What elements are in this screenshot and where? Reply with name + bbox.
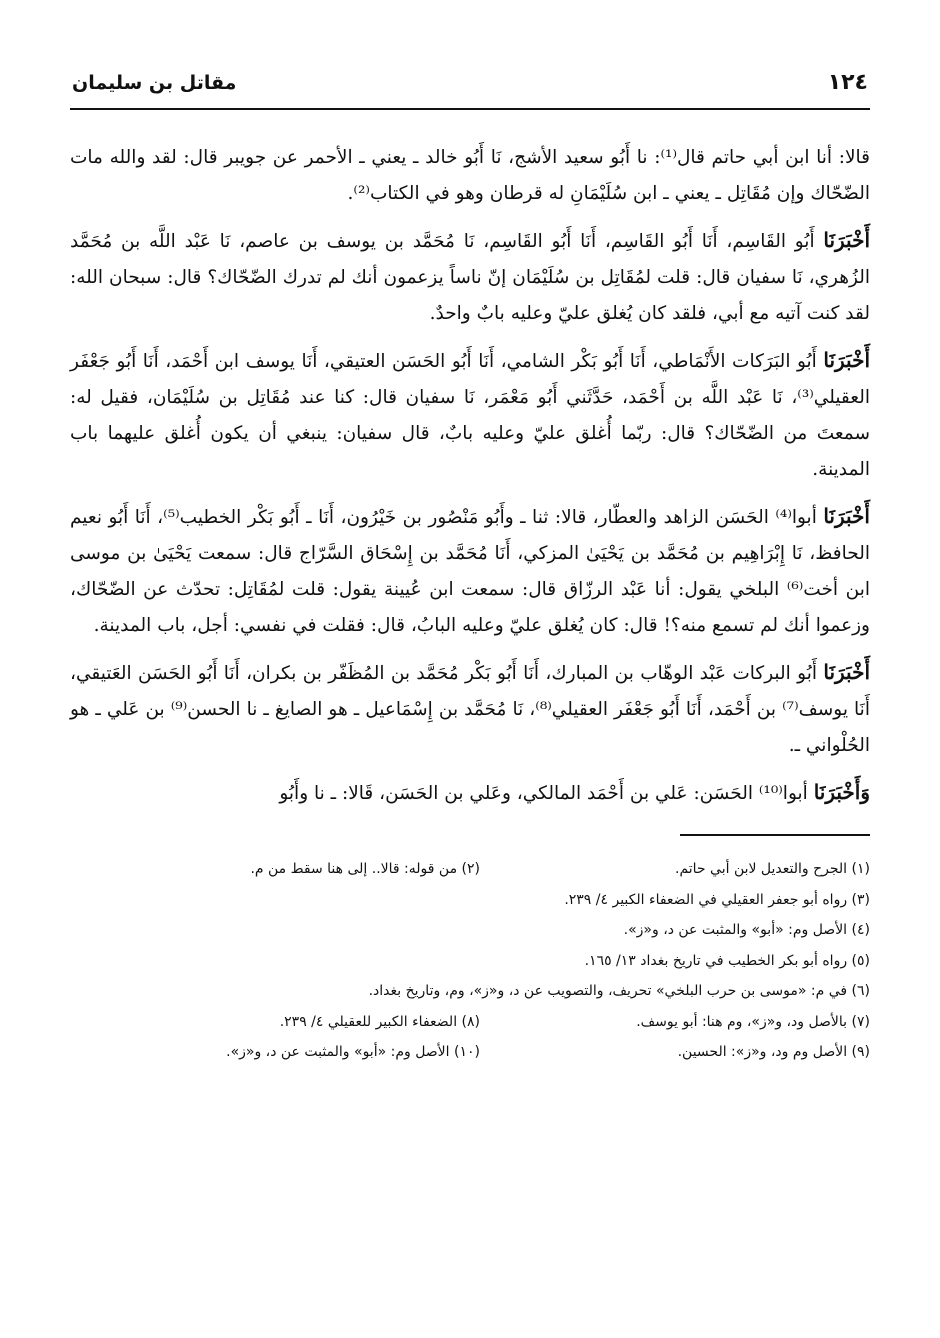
paragraph — [70, 498, 870, 644]
footnote: (٣) رواه أبو جعفر العقيلي في الضعفاء الكبير ٤/ ٢٣٩. — [564, 891, 870, 908]
footnote: (٥) رواه أبو بكر الخطيب في تاريخ بغداد ١٣/ ١٦٥. — [584, 952, 870, 969]
paragraph-text: أَبُو البركات عَبْد الوهّاب بن المبارك، أَنَا أَبُو بَكْر مُحَمَّد بن المُظَفّر بن بكران، أَنَا أَبُو الحَسَن العَتيقي، أَنَا يوسف⁽⁷⁾ بن أَحْمَد، أَنَا أَبُو جَعْفَر العقيلي⁽⁸⁾، نَا مُحَمَّد بن إِسْمَاعيل ـ هو الصايغ ـ نا الحسن⁽⁹⁾ بن عَلي ـ هو الحُلْواني ـ. — [70, 663, 870, 756]
footnote: (٨) الضعفاء الكبير للعقيلي ٤/ ٢٣٩. — [279, 1013, 480, 1030]
main-text — [70, 138, 870, 812]
footnote-row — [70, 946, 870, 977]
paragraph-text: أَبُو البَرَكات الأَنْمَاطي، أَنَا أَبُو بَكْر الشامي، أَنَا أَبُو الحَسَن العتيقي، أَنَا يوسف ابن أَحْمَد، أَنَا أَبُو جَعْفَر العقيلي⁽³⁾، نَا عَبْد اللَّه بن أَحْمَد، حَدَّثَني أَبُو مَعْمَر، نَا سفيان قال: كنا عند مُقَاتِل بن سُلَيْمَان، فقيل له: سمعتَ من الضّحّاك؟ قال: ربّما أُغلق عليّ وعليه بابٌ، قال سفيان: ينبغي أن يكون أُغلق عليهما باب المدينة. — [70, 351, 870, 480]
paragraph-lead: وَأَخْبَرَنَا — [813, 780, 870, 804]
footnote-divider — [680, 834, 870, 836]
footnote-row — [70, 854, 870, 885]
paragraph-lead: أَخْبَرَنَا — [823, 660, 870, 684]
page-header — [70, 62, 870, 110]
paragraph-text: قالا: أنا ابن أبي حاتم قال⁽¹⁾: نا أَبُو سعيد الأشج، نَا أَبُو خالد ـ يعني ـ الأحمر عن جويبر قال: لقد والله مات الضّحّاك وإن مُقَاتِل ـ يعني ـ ابن سُلَيْمَانِ له قرطان وهو في الكتاب⁽²⁾. — [70, 147, 870, 204]
footnote: (١٠) الأصل وم: «أبو» والمثبت عن د، و«ز». — [226, 1044, 480, 1060]
footnote: (٩) الأصل وم ود، و«ز»: الحسين. — [677, 1044, 870, 1060]
footnote-row — [70, 915, 870, 946]
paragraph — [70, 222, 870, 332]
running-title: مقاتل بن سليمان — [72, 72, 237, 94]
paragraph-text: أبوا⁽¹⁰⁾ الحَسَن: عَلي بن أَحْمَد المالكي، وعَلي بن الحَسَن، قَالا: ـ نا وأَبُو — [279, 783, 814, 804]
footnote-row — [70, 1007, 870, 1038]
paragraph — [70, 138, 870, 212]
footnote: (١) الجرح والتعديل لابن أبي حاتم. — [675, 861, 870, 877]
footnote: (٦) في م: «موسى بن حرب البلخي» تحريف، والتصويب عن د، و«ز»، وم، وتاريخ بغداد. — [368, 983, 870, 999]
footnote-row — [70, 885, 870, 916]
footnote-row — [70, 1037, 870, 1068]
footnote: (٢) من قوله: قالا.. إلى هنا سقط من م. — [250, 861, 480, 877]
paragraph-lead: أَخْبَرَنَا — [823, 348, 870, 372]
paragraph — [70, 774, 870, 812]
footnote: (٧) بالأصل ود، و«ز»، وم هنا: أبو يوسف. — [636, 1013, 870, 1030]
page-number: ١٢٤ — [827, 70, 868, 95]
paragraph — [70, 654, 870, 764]
paragraph-text: أَبُو القَاسِم، أَنَا أَبُو القَاسِم، أَنَا أَبُو القَاسِم، نَا مُحَمَّد بن يوسف بن عاصم، نَا عَبْد اللَّه بن مُحَمَّد الزُهري، نَا سفيان قال: قلت لمُقَاتِل بن سُلَيْمَان إنّ ناساً يزعمون أنك لم تدرك الضّحّاك؟ قال: سبحان الله: لقد كنت آتيه مع أبي، فلقد كان يُغلق عليّ وعليه بابٌ واحدٌ. — [70, 231, 870, 324]
footnotes — [70, 854, 870, 1068]
paragraph-text: أبوا⁽⁴⁾ الحَسَن الزاهد والعطّار، قالا: ثنا ـ وأَبُو مَنْصُور بن خَيْرُون، أَنَا ـ أَبُو بَكْر الخطيب⁽⁵⁾، أَنَا أَبُو نعيم الحافظ، نَا إِبْرَاهِيم بن مُحَمَّد بن يَحْيَىٰ المزكي، أَنَا مُحَمَّد بن إِسْحَاق السَّرّاج قال: سمعت يَحْيَىٰ بن موسى ابن أخت⁽⁶⁾ البلخي يقول: أنا عَبْد الرزّاق قال: سمعت ابن عُيينة يقول: قلت لمُقَاتِل: تحدّث عن الضّحّاك، وزعموا أنك لم تسمع منه؟! قال: كان يُغلق عليّ وعليه البابُ، قال: فقلت في نفسي: أجل، باب المدينة. — [70, 507, 870, 636]
book-page — [70, 62, 870, 1298]
paragraph-lead: أَخْبَرَنَا — [823, 228, 870, 252]
paragraph-lead: أَخْبَرَنَا — [823, 504, 870, 528]
footnote: (٤) الأصل وم: «أبو» والمثبت عن د، و«ز». — [623, 922, 870, 938]
footnote-row — [70, 976, 870, 1007]
paragraph — [70, 342, 870, 488]
